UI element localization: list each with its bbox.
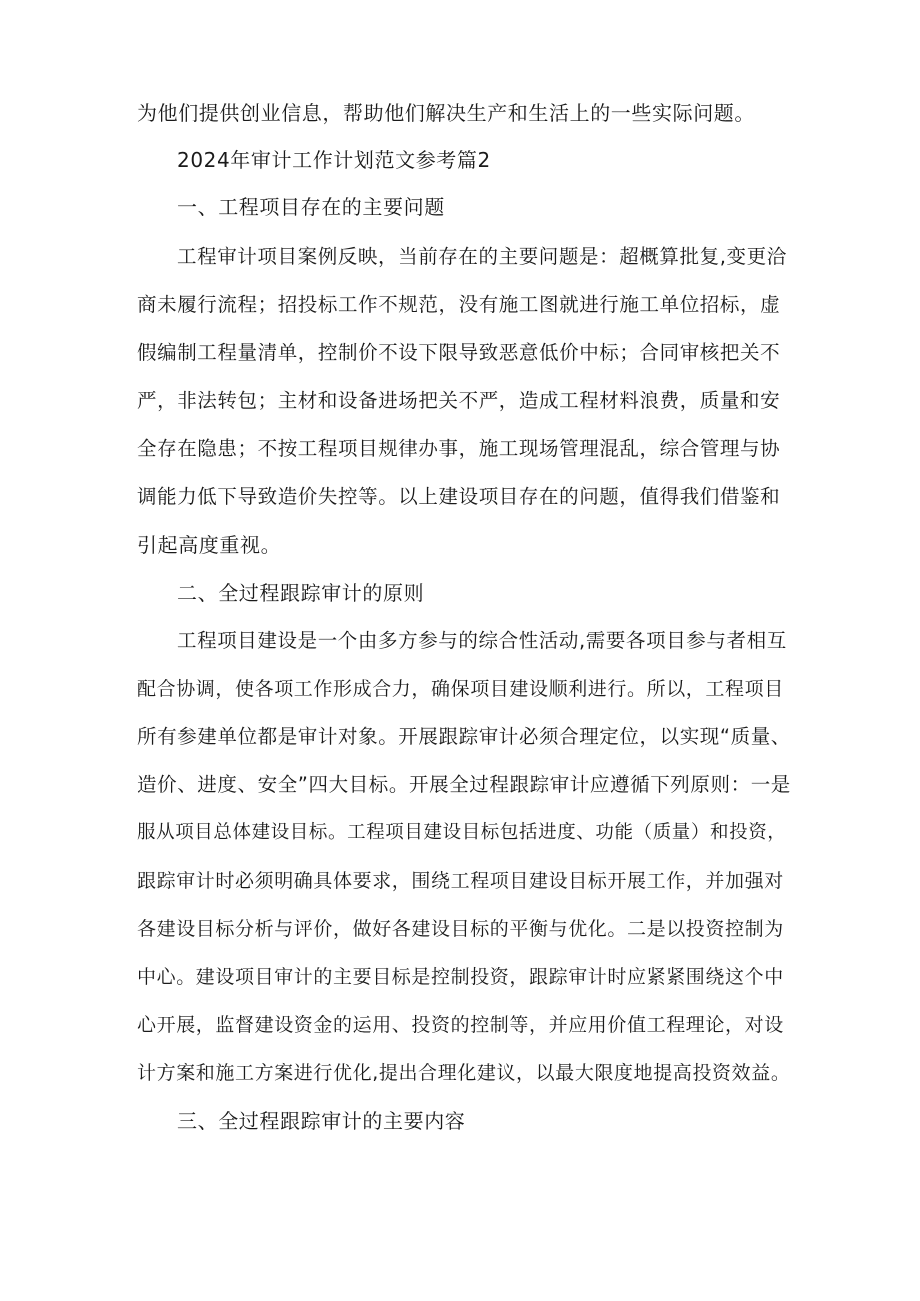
body-text-line: 严，非法转包；主材和设备进场把关不严，造成工程材料浪费，质量和安 [137, 389, 781, 412]
body-text-line: 各建设目标分析与评价，做好各建设目标的平衡与优化。二是以投资控制为 [137, 918, 784, 940]
body-text-line: 计方案和施工方案进行优化,提出合理化建议，以最大限度地提高投资效益。 [137, 1062, 791, 1084]
body-text-line: 全存在隐患；不按工程项目规律办事，施工现场管理混乱，综合管理与协 [137, 437, 781, 460]
body-text-line: 假编制工程量清单，控制价不设下限导致恶意低价中标；合同审核把关不 [137, 341, 781, 364]
document-title: 2024年审计工作计划范文参考篇2 [177, 148, 491, 172]
body-text-line: 配合协调，使各项工作形成合力，确保项目建设顺利进行。所以，工程项目 [137, 678, 784, 700]
body-text-line: 引起高度重视。 [137, 533, 282, 557]
body-text-line: 工程项目建设是一个由多方参与的综合性活动,需要各项目参与者相互 [177, 629, 787, 652]
section-heading: 一、工程项目存在的主要问题 [177, 195, 445, 219]
body-text-line: 中心。建设项目审计的主要目标是控制投资，跟踪审计时应紧紧围绕这个中 [137, 966, 784, 988]
body-text-line: 服从项目总体建设目标。工程项目建设目标包括进度、功能（质量）和投资， [137, 822, 787, 843]
body-text-line: 跟踪审计时必须明确具体要求，围绕工程项目建设目标开展工作，并加强对 [137, 870, 784, 892]
section-heading: 三、全过程跟踪审计的主要内容 [177, 1109, 466, 1133]
body-text-line: 调能力低下导致造价失控等。以上建设项目存在的问题，值得我们借鉴和 [137, 485, 781, 508]
body-text-line: 所有参建单位都是审计对象。开展跟踪审计必须合理定位，以实现“质量、 [137, 725, 791, 748]
body-text-line: 工程审计项目案例反映，当前存在的主要问题是：超概算批复,变更洽 [177, 245, 787, 268]
body-text-line: 为他们提供创业信息，帮助他们解决生产和生活上的一些实际问题。 [137, 101, 755, 125]
body-text-line: 造价、进度、安全”四大目标。开展全过程跟踪审计应遵循下列原则：一是 [137, 773, 791, 796]
body-text-line: 商未履行流程；招投标工作不规范，没有施工图就进行施工单位招标，虚 [137, 293, 781, 316]
body-text-line: 心开展，监督建设资金的运用、投资的控制等，并应用价值工程理论，对设 [137, 1014, 784, 1036]
section-heading: 二、全过程跟踪审计的原则 [177, 581, 425, 605]
